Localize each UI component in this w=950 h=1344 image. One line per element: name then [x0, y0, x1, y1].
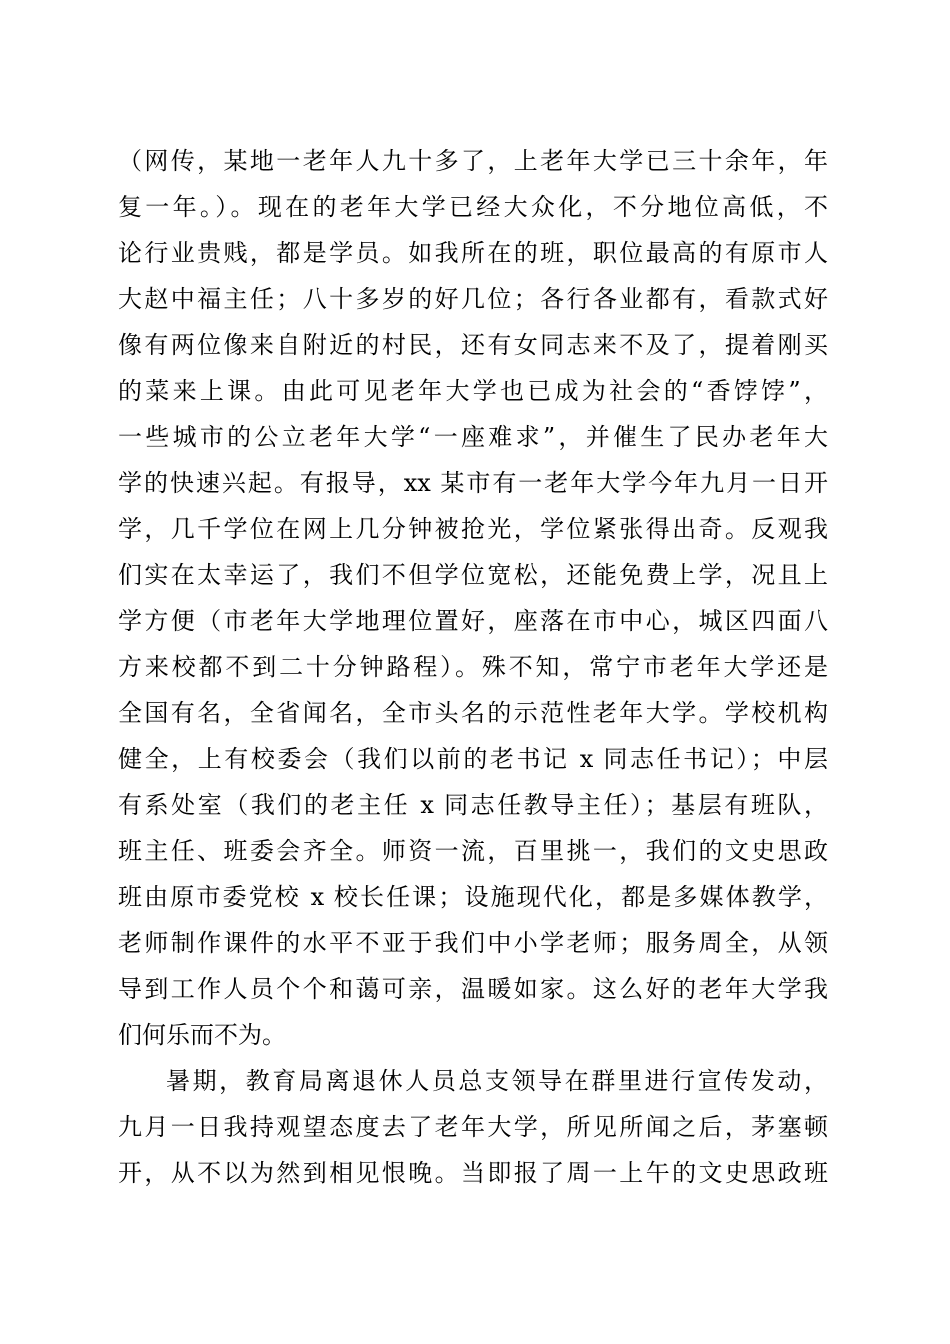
text-line: 方来校都不到二十分钟路程）。殊不知，常宁市老年大学还是 [118, 653, 828, 681]
text-line: 像有两位像来自附近的村民，还有女同志来不及了，提着刚买 [118, 331, 828, 359]
text-line: 一些城市的公立老年大学“一座难求”，并催生了民办老年大 [118, 423, 828, 451]
text-line: 学的快速兴起。有报导，xx 某市有一老年大学今年九月一日开 [118, 469, 828, 497]
text-line: 九月一日我持观望态度去了老年大学，所见所闻之后，茅塞顿 [118, 1113, 828, 1141]
text-line: 班主任、班委会齐全。师资一流，百里挑一，我们的文史思政 [118, 837, 828, 865]
text-line: 开，从不以为然到相见恨晚。当即报了周一上午的文史思政班 [118, 1159, 828, 1187]
text-line: 老师制作课件的水平不亚于我们中小学老师；服务周全，从领 [118, 929, 828, 957]
text-line: 班由原市委党校 x 校长任课；设施现代化，都是多媒体教学， [118, 883, 828, 911]
text-line: （网传，某地一老年人九十多了，上老年大学已三十余年，年 [118, 147, 828, 175]
text-line: 学，几千学位在网上几分钟被抢光，学位紧张得出奇。反观我 [118, 515, 828, 543]
text-line: 有系处室（我们的老主任 x 同志任教导主任）；基层有班队， [118, 791, 828, 819]
text-line: 们何乐而不为。 [118, 1021, 286, 1049]
text-line: 全国有名，全省闻名，全市头名的示范性老年大学。学校机构 [118, 699, 828, 727]
text-line: 的菜来上课。由此可见老年大学也已成为社会的“香饽饽”， [118, 377, 828, 405]
text-line: 导到工作人员个个和蔼可亲，温暖如家。这么好的老年大学我 [118, 975, 828, 1003]
text-line: 复一年。）。现在的老年大学已经大众化，不分地位高低，不 [118, 193, 828, 221]
text-line: 大赵中福主任；八十多岁的好几位；各行各业都有，看款式好 [118, 285, 828, 313]
text-line: 论行业贵贱，都是学员。如我所在的班，职位最高的有原市人 [118, 239, 828, 267]
text-line: 学方便（市老年大学地理位置好，座落在市中心，城区四面八 [118, 607, 828, 635]
text-line: 暑期，教育局离退休人员总支领导在群里进行宣传发动， [166, 1067, 828, 1095]
text-line: 们实在太幸运了，我们不但学位宽松，还能免费上学，况且上 [118, 561, 828, 589]
text-line: 健全，上有校委会（我们以前的老书记 x 同志任书记）；中层 [118, 745, 828, 773]
